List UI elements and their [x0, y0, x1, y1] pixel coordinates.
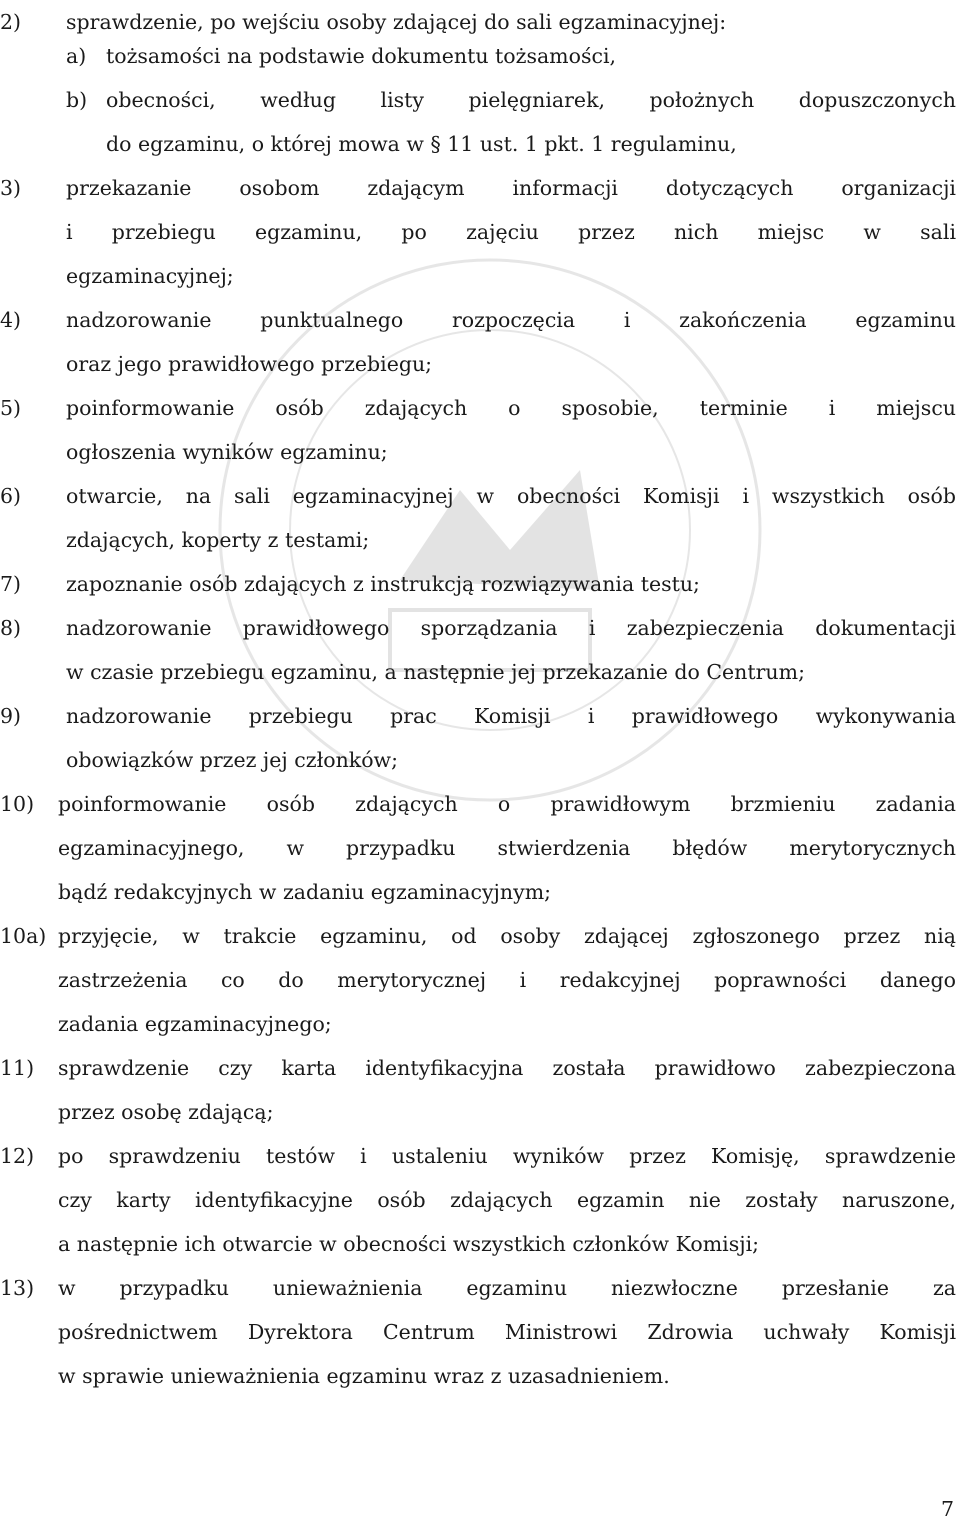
item-line: ogłoszenia wyników egzaminu; [66, 440, 388, 464]
item-text [66, 606, 956, 694]
item-line: sprawdzenie czy karta identyfikacyjna została prawidłowo zabezpieczona [58, 1056, 956, 1080]
item-text [58, 1134, 956, 1266]
item-text [58, 1266, 956, 1398]
item-line: otwarcie, na sali egzaminacyjnej w obecności Komisji i wszystkich osób [66, 484, 956, 508]
item-line: sprawdzenie, po wejściu osoby zdającej do sali egzaminacyjnej: [66, 10, 727, 34]
item-number: 3) [0, 176, 22, 200]
item-line: do egzaminu, o której mowa w § 11 ust. 1 pkt. 1 regulaminu, [106, 132, 737, 156]
item-number: 13) [0, 1276, 35, 1300]
item-line: nadzorowanie punktualnego rozpoczęcia i zakończenia egzaminu [66, 308, 956, 332]
item-line: nadzorowanie przebiegu prac Komisji i prawidłowego wykonywania [66, 704, 956, 728]
item-text [66, 474, 956, 562]
item-number: 11) [0, 1056, 35, 1080]
item-line: nadzorowanie prawidłowego sporządzania i zabezpieczenia dokumentacji [66, 616, 956, 640]
item-number: 8) [0, 616, 22, 640]
item-line: przez osobę zdającą; [58, 1100, 274, 1124]
item-text [66, 694, 956, 782]
sub-item-label: a) [66, 44, 87, 68]
item-line: zastrzeżenia co do merytorycznej i redakcyjnej poprawności danego [58, 968, 956, 992]
item-line: czy karty identyfikacyjne osób zdających egzamin nie zostały naruszone, [58, 1188, 956, 1212]
item-line: obowiązków przez jej członków; [66, 748, 398, 772]
item-line: przyjęcie, w trakcie egzaminu, od osoby zdającej zgłoszonego przez nią [58, 924, 956, 948]
sub-item-text [106, 34, 956, 78]
item-text [66, 298, 956, 386]
item-line: oraz jego prawidłowego przebiegu; [66, 352, 433, 376]
item-line: zdających, koperty z testami; [66, 528, 370, 552]
item-text [58, 782, 956, 914]
item-number: 4) [0, 308, 22, 332]
item-line: bądź redakcyjnych w zadaniu egzaminacyjnym; [58, 880, 552, 904]
item-text [58, 914, 956, 1046]
item-line: poinformowanie osób zdających o prawidłowym brzmieniu zadania [58, 792, 956, 816]
item-number: 6) [0, 484, 22, 508]
item-line: i przebiegu egzaminu, po zajęciu przez nich miejsc w sali [66, 220, 956, 244]
item-line: po sprawdzeniu testów i ustaleniu wyników przez Komisję, sprawdzenie [58, 1144, 956, 1168]
item-line: obecności, według listy pielęgniarek, położnych dopuszczonych [106, 88, 956, 112]
item-number: 5) [0, 396, 22, 420]
item-number: 10a) [0, 924, 47, 948]
item-line: zadania egzaminacyjnego; [58, 1012, 332, 1036]
item-number: 7) [0, 572, 22, 596]
item-number: 9) [0, 704, 22, 728]
item-line: w czasie przebiegu egzaminu, a następnie jej przekazanie do Centrum; [66, 660, 805, 684]
item-line: przekazanie osobom zdającym informacji dotyczących organizacji [66, 176, 956, 200]
item-line: egzaminacyjnej; [66, 264, 234, 288]
item-line: pośrednictwem Dyrektora Centrum Ministrowi Zdrowia uchwały Komisji [58, 1320, 956, 1344]
item-line: w sprawie unieważnienia egzaminu wraz z uzasadnieniem. [58, 1364, 670, 1388]
item-text [58, 1046, 956, 1134]
item-line: a następnie ich otwarcie w obecności wszystkich członków Komisji; [58, 1232, 760, 1256]
item-number: 12) [0, 1144, 35, 1168]
item-line: zapoznanie osób zdających z instrukcją rozwiązywania testu; [66, 572, 700, 596]
item-number: 2) [0, 10, 22, 34]
item-line: tożsamości na podstawie dokumentu tożsamości, [106, 44, 617, 68]
item-text [66, 562, 956, 606]
sub-item-label: b) [66, 88, 88, 112]
item-number: 10) [0, 792, 35, 816]
item-text [66, 166, 956, 298]
sub-item-text [106, 78, 956, 166]
item-text [66, 386, 956, 474]
item-line: egzaminacyjnego, w przypadku stwierdzenia błędów merytorycznych [58, 836, 956, 860]
item-line: w przypadku unieważnienia egzaminu niezwłoczne przesłanie za [58, 1276, 956, 1300]
page-number: 7 [940, 1497, 954, 1521]
item-line: poinformowanie osób zdających o sposobie, terminie i miejscu [66, 396, 956, 420]
